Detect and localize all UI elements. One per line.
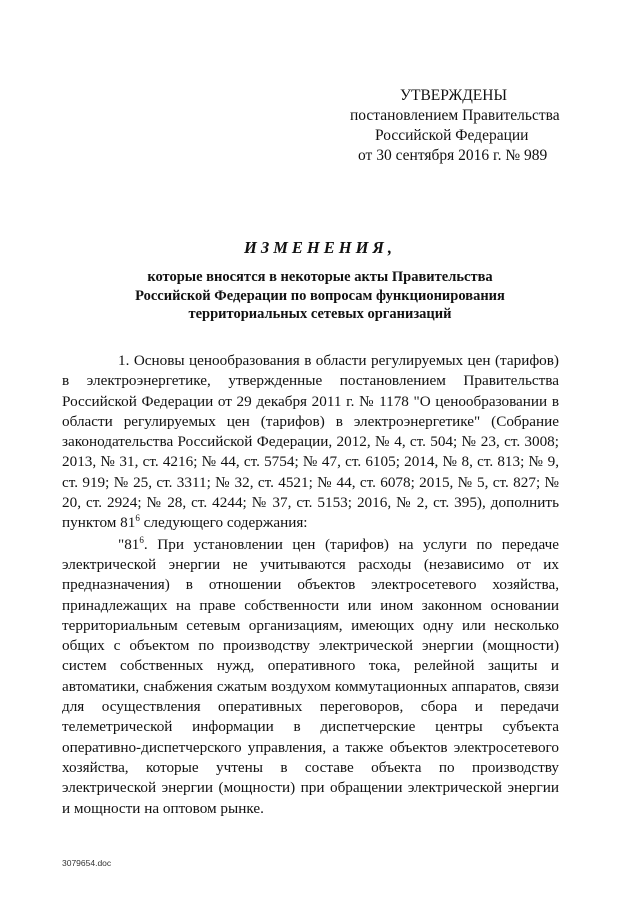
paragraph-2 [62,535,559,819]
paragraph-2-superscript: 6 [139,534,144,545]
paragraph-1 [62,351,559,534]
heading-subtitle-line-1: которые вносятся в некоторые акты Правительства [147,269,493,285]
heading-subtitle-line-3: территориальных сетевых организаций [188,306,452,322]
approval-line-2: Российской Федерации [375,127,529,144]
paragraph-1-text: 1. Основы ценообразования в области регулируемых цен (тарифов) в электроэнергетике, утвержденные постановлением Правительства Российской Федерации от 29 декабря 2011 г. № 1178 "О ценообразовании в области регулируемых цен (тарифов) в электроэнергетике" (Собрание законодательства Российской Федерации, 2012, № 4, ст. 504; № 23, ст. 3008; 2013, № 31, ст. 4216; № 44, ст. 5754; № 47, ст. 6105; 2014, № 8, ст. 813; № 9, ст. 919; № 25, ст. 3311; № 32, ст. 4521; № 44, ст. 6078; 2015, № 5, ст. 827; № 20, ст. 2924; № 28, ст. 4244; № 37, ст. 5153; 2016, № 2, ст. 395), дополнить пунктом 81 [62,352,559,532]
approval-title: УТВЕРЖДЕНЫ [400,87,507,104]
paragraph-2-text-start: "81 [118,535,140,553]
approval-block [320,86,580,166]
paragraph-2-text: . При установлении цен (тарифов) на услуги по передаче электрической энергии не учитываются расходы (независимо от их предназначения) в отношении объектов электросетевого хозяйства, принадлежащих на праве собственности или ином законном основании территориальным сетевым организациям, имеющих одну или несколько общих с объектом по производству электрической энергии (мощности) систем собственных нужд, оперативного тока, релейной защиты и автоматики, снабжения сжатым воздухом коммутационных аппаратов, связи для осуществления оперативных переговоров, сбора и передачи телеметрической информации в диспетчерские центры субъекта оперативно-диспетчерского управления, а также объектов электросетевого хозяйства, которые учтены в составе объекта по производству электрической энергии (мощности) при обращении электрической энергии и мощности на оптовом рынке. [62,535,559,817]
paragraph-1-text-end: следующего содержания: [139,514,308,532]
footer-document-code: 3079654.doc [62,858,112,868]
paragraph-1-superscript: 6 [135,513,140,524]
heading-title: ИЗМЕНЕНИЯ, [244,238,396,257]
document-body [62,351,559,819]
approval-line-1: постановлением Правительства [350,107,560,124]
document-heading [60,237,580,324]
heading-subtitle [60,268,580,324]
approval-line-3: от 30 сентября 2016 г. № 989 [358,147,548,164]
heading-subtitle-line-2: Российской Федерации по вопросам функционирования [135,287,505,304]
